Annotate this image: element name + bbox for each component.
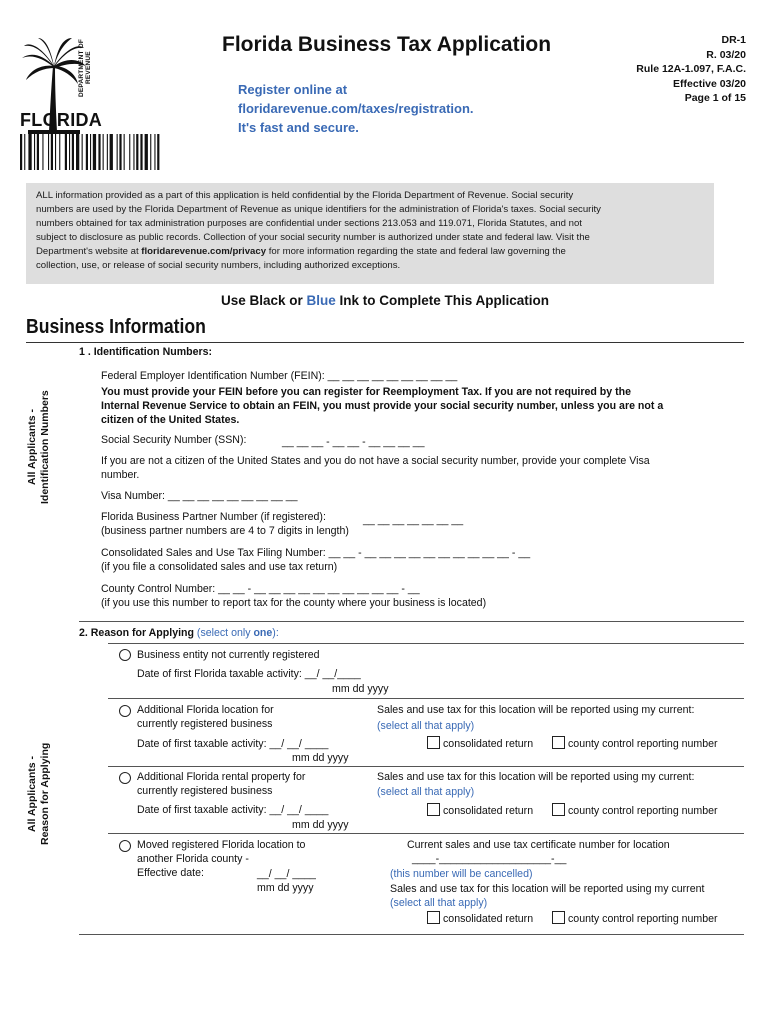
section-rule — [26, 342, 744, 343]
opt2-label: Additional Florida location for currently registered business — [137, 704, 274, 730]
divider — [79, 621, 744, 622]
divider — [108, 766, 744, 767]
county-control-field[interactable]: County Control Number: __ __ - __ __ __ __ __ __ __ __ __ __ - __ — [101, 583, 420, 595]
opt3-checkbox-county[interactable]: county control reporting number — [552, 803, 718, 818]
checkbox[interactable] — [552, 911, 565, 924]
divider — [108, 833, 744, 834]
opt3-date-hint: mm dd yyyy — [292, 819, 349, 831]
opt4-report-label: Sales and use tax for this location will be reported using my current — [390, 883, 705, 895]
section-title: Business Information — [26, 316, 206, 338]
radio-additional-location[interactable] — [119, 705, 131, 717]
opt2-date-field[interactable]: Date of first taxable activity: __/ __/ ____ — [137, 738, 329, 750]
ink-instruction: Use Black or Blue Ink to Complete This Application — [220, 293, 550, 308]
privacy-link[interactable]: floridarevenue.com/privacy — [141, 246, 267, 258]
opt1-date-hint: mm dd yyyy — [332, 683, 389, 695]
side-label-identification: All Applicants - Identification Numbers — [26, 390, 51, 504]
logo-florida-word: FLORIDA — [20, 110, 103, 130]
opt2-select-hint: (select all that apply) — [377, 720, 475, 732]
opt3-date-field[interactable]: Date of first taxable activity: __/ __/ ____ — [137, 804, 329, 816]
county-control-hint: (if you use this number to report tax for the county where your business is located) — [101, 597, 487, 609]
opt4-checkbox-consolidated[interactable]: consolidated return — [427, 911, 533, 926]
opt1-date-field[interactable]: Date of first Florida taxable activity: __/ __/____ — [137, 668, 361, 680]
partner-hint: (business partner numbers are 4 to 7 digits in length) — [101, 525, 349, 537]
confidentiality-notice: ALL information provided as a part of this application is held confidential by the Florida Department of Revenue. Social security numbers are used by the Florida Department of Revenue as unique identifiers for the administration of Florida's taxes. Social security numbers obtained for tax administration purposes are confidential under sections 213.053 and 119.071, Florida Statutes, and not subject to disclosure as public records. Collection of your social security number is authorized under state and federal law. Visit the Department's website at floridarevenue.com/privacy for more information regarding the state and federal law governing the collection, use, or release of social security numbers, including authorized exceptions. — [26, 183, 714, 284]
checkbox[interactable] — [427, 803, 440, 816]
opt3-checkbox-consolidated[interactable]: consolidated return — [427, 803, 533, 818]
q1-heading: 1 . Identification Numbers: — [79, 346, 213, 358]
visa-note: If you are not a citizen of the United States and you do not have a social security number, provide your complete Visa number. — [101, 455, 650, 481]
opt4-checkbox-county[interactable]: county control reporting number — [552, 911, 718, 926]
radio-not-registered[interactable] — [119, 649, 131, 661]
opt2-checkbox-county[interactable]: county control reporting number — [552, 736, 718, 751]
registration-link[interactable]: floridarevenue.com/taxes/registration. — [238, 101, 474, 116]
q2-heading: 2. Reason for Applying (select only one): — [79, 627, 279, 639]
opt2-right-label: Sales and use tax for this location will be reported using my current: — [377, 704, 695, 716]
opt4-date-field[interactable]: __/ __/ ____ — [257, 868, 316, 880]
form-id-block: DR-1 R. 03/20 Rule 12A-1.097, F.A.C. Effective 03/20 Page 1 of 15 — [636, 34, 746, 104]
partner-field[interactable]: __ __ __ __ __ __ __ — [363, 514, 464, 526]
consolidated-field[interactable]: Consolidated Sales and Use Tax Filing Number: __ __ - __ __ __ __ __ __ __ __ __ __ - __ — [101, 547, 531, 559]
divider — [108, 698, 744, 699]
radio-moved-location[interactable] — [119, 840, 131, 852]
opt4-date-hint: mm dd yyyy — [257, 882, 314, 894]
side-label-reason: All Applicants - Reason for Applying — [26, 742, 51, 846]
checkbox[interactable] — [427, 736, 440, 749]
checkbox[interactable] — [552, 803, 565, 816]
ssn-label: Social Security Number (SSN): — [101, 434, 247, 446]
register-online-note: Register online at floridarevenue.com/taxes/registration. It's fast and secure. — [238, 82, 474, 135]
opt3-select-hint: (select all that apply) — [377, 786, 475, 798]
opt4-cancel-note: (this number will be cancelled) — [390, 868, 533, 880]
fein-note: You must provide your FEIN before you can register for Reemployment Tax. If you are not required by the Internal Revenue Service to obtain an FEIN, you must provide your social security number, unless you are not a citizen of the United States. — [101, 386, 664, 426]
page-title: Florida Business Tax Application — [222, 33, 552, 56]
opt4-certificate-field[interactable]: ____-___________________-__ — [412, 853, 567, 865]
checkbox[interactable] — [552, 736, 565, 749]
checkbox[interactable] — [427, 911, 440, 924]
divider — [108, 643, 744, 644]
opt2-checkbox-consolidated[interactable]: consolidated return — [427, 736, 533, 751]
opt1-label: Business entity not currently registered — [137, 649, 320, 661]
opt4-select-hint: (select all that apply) — [390, 897, 488, 909]
divider — [79, 934, 744, 935]
opt3-right-label: Sales and use tax for this location will be reported using my current: — [377, 771, 695, 783]
department-of-revenue-vertical: DEPARTMENT OF REVENUE — [78, 38, 92, 98]
opt4-label: Moved registered Florida location to another Florida county - Effective date: — [137, 839, 306, 879]
visa-field[interactable]: Visa Number: __ __ __ __ __ __ __ __ __ — [101, 490, 298, 502]
barcode — [20, 134, 202, 170]
opt3-label: Additional Florida rental property for currently registered business — [137, 771, 306, 797]
consolidated-hint: (if you file a consolidated sales and use tax return) — [101, 561, 338, 573]
opt4-right-label: Current sales and use tax certificate number for location — [407, 839, 670, 851]
fein-field[interactable]: Federal Employer Identification Number (FEIN): __ __ __ __ __ __ __ __ __ — [101, 370, 458, 382]
partner-label: Florida Business Partner Number (if registered): — [101, 511, 326, 523]
opt2-date-hint: mm dd yyyy — [292, 752, 349, 764]
ssn-field[interactable]: __ __ __ - __ __ - __ __ __ __ — [282, 436, 425, 448]
radio-additional-rental[interactable] — [119, 772, 131, 784]
